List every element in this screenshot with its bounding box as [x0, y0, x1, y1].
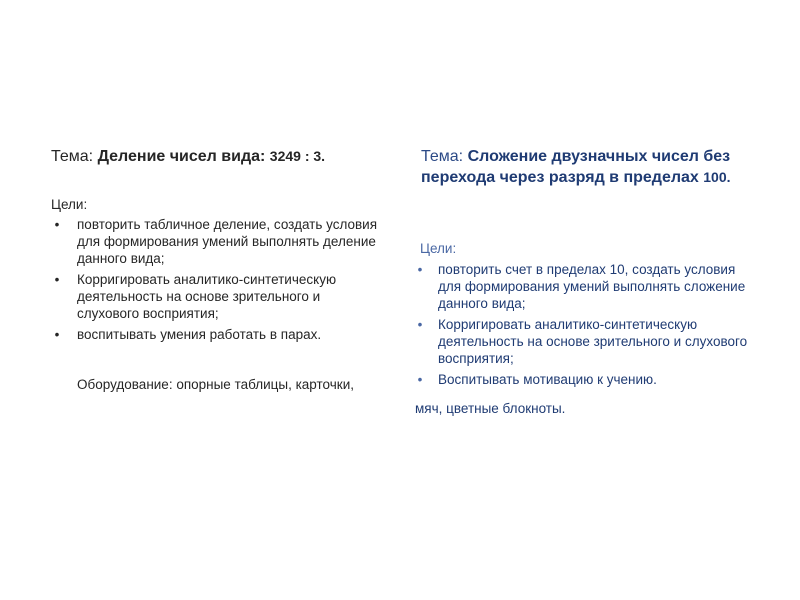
right-equipment-continuation: мяч, цветные блокноты. [415, 401, 566, 416]
right-goals-label: Цели: [420, 241, 457, 256]
left-equipment-text: Оборудование: опорные таблицы, карточки, [77, 377, 354, 392]
goal-text: повторить счет в пределах 10, создать условия для формирования умений выполнять сложение данного вида; [438, 262, 746, 311]
right-theme-heading [421, 146, 751, 188]
list-item [412, 371, 757, 388]
goal-text: Воспитывать мотивацию к учению. [438, 372, 657, 387]
list-item [51, 326, 386, 343]
left-theme-value: Деление чисел вида: [97, 148, 270, 165]
list-item [51, 216, 386, 267]
left-goals-label: Цели: [51, 197, 88, 212]
left-theme-number: 3249 : 3. [269, 148, 326, 164]
bullet-icon: • [54, 272, 60, 287]
bullet-icon: • [417, 262, 423, 277]
goal-text: повторить табличное деление, создать условия для формирования умений выполнять деление данного вида; [77, 217, 378, 266]
bullet-icon: • [54, 327, 60, 342]
list-item [51, 271, 386, 322]
goal-text: воспитывать умения работать в парах. [77, 327, 322, 342]
left-theme-heading [51, 146, 325, 167]
bullet-icon: • [54, 217, 60, 232]
goal-text: Корригировать аналитико-синтетическую деятельность на основе зрительного и слухового восприятия; [77, 272, 337, 321]
right-theme-value: Сложение двузначных чисел без перехода через разряд в пределах [421, 148, 731, 186]
bullet-icon: • [417, 317, 423, 332]
list-item [412, 316, 757, 367]
list-item [412, 261, 757, 312]
goal-text: Корригировать аналитико-синтетическую деятельность на основе зрительного и слухового восприятия; [438, 317, 748, 366]
left-theme-label: Тема: [51, 148, 98, 165]
right-theme-label: Тема: [421, 148, 468, 165]
right-goals-list [412, 261, 757, 392]
bullet-icon: • [417, 372, 423, 387]
right-theme-number: 100. [703, 169, 731, 185]
left-goals-list [51, 216, 386, 347]
